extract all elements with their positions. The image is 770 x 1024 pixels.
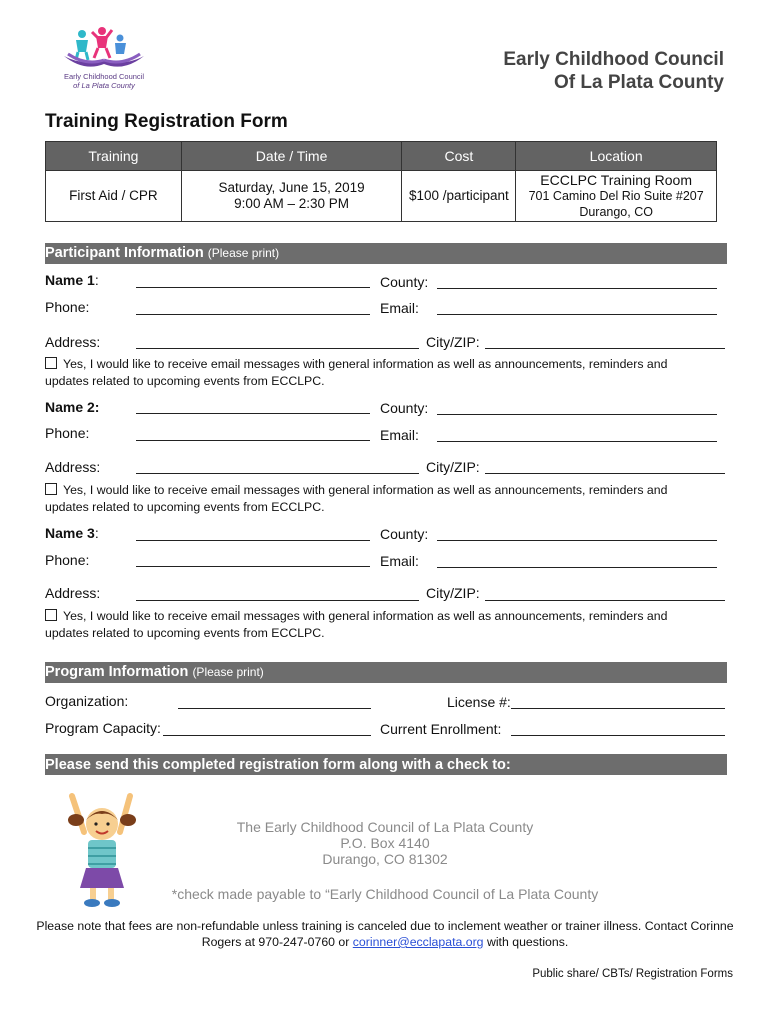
license-input[interactable]: [511, 708, 725, 709]
participant-3-cityzip-input[interactable]: [485, 600, 725, 601]
participant-2-address-label: Address:: [45, 459, 101, 475]
participant-1-consent-checkbox[interactable]: [45, 357, 57, 369]
participant-3-address-input[interactable]: [136, 600, 419, 601]
license-label: License #:: [447, 694, 511, 710]
participant-3-email-label: Email:: [380, 553, 419, 569]
participant-section-bar: [45, 243, 727, 264]
organization-logo: [54, 26, 154, 98]
participant-section-subtitle: (Please print): [207, 246, 280, 260]
contact-email-link[interactable]: corinner@ecclapata.org: [352, 935, 484, 949]
participant-2-consent-checkbox[interactable]: [45, 483, 57, 495]
program-section-subtitle: (Please print): [192, 665, 264, 679]
child-illustration: [62, 790, 142, 910]
program-section-bar: [45, 662, 727, 683]
participant-1-email-label: Email:: [380, 300, 419, 316]
participant-1-county-input[interactable]: [437, 288, 717, 289]
participant-3-phone-input[interactable]: [136, 566, 370, 567]
training-date-time: [181, 171, 402, 222]
header-training: Training: [46, 142, 182, 171]
participant-2-name-label: Name 2:: [45, 399, 100, 415]
participant-3-email-input[interactable]: [437, 567, 717, 568]
participant-2-email-input[interactable]: [437, 441, 717, 442]
participant-2-phone-label: Phone:: [45, 425, 90, 441]
training-cost: $100 /participant: [402, 171, 516, 222]
participant-3-cityzip-label: City/ZIP:: [426, 585, 480, 601]
participant-2-name-input[interactable]: [136, 413, 370, 414]
participant-1-email-input[interactable]: [437, 314, 717, 315]
organization-title-line-1: Early Childhood Council: [503, 49, 724, 70]
mailing-instructions-bar: [45, 754, 727, 775]
location-address: 701 Camino Del Rio Suite #207: [528, 189, 704, 203]
participant-2-consent-text: Yes, I would like to receive email messages with general information as well as announcements, reminders and updates related to upcoming events from ECCLPC.: [45, 483, 668, 514]
participant-1-address-input[interactable]: [136, 348, 419, 349]
participant-1-county-label: County:: [380, 274, 429, 290]
participant-3-county-label: County:: [380, 526, 429, 542]
header-date-time: Date / Time: [181, 142, 402, 171]
participant-2-county-input[interactable]: [437, 414, 717, 415]
refund-policy-note: [24, 918, 746, 950]
participant-2-county-label: County:: [380, 400, 429, 416]
current-enrollment-input[interactable]: [511, 735, 725, 736]
participant-1-consent: [45, 356, 705, 390]
program-capacity-input[interactable]: [163, 735, 371, 736]
current-enrollment-label: Current Enrollment:: [380, 721, 502, 737]
participant-1-cityzip-label: City/ZIP:: [426, 334, 480, 350]
participant-3-consent-text: Yes, I would like to receive email messages with general information as well as announcements, reminders and updates related to upcoming events from ECCLPC.: [45, 609, 668, 640]
participant-section-title: Participant Information: [45, 245, 204, 261]
participant-3-name-label: Name 3:: [45, 525, 99, 541]
location-city: Durango, CO: [579, 205, 653, 219]
check-payable-note: *check made payable to “Early Childhood Council of La Plata County: [171, 886, 599, 902]
mailing-address-line-2: P.O. Box 4140: [340, 835, 430, 851]
participant-3-address-label: Address:: [45, 585, 101, 601]
training-details-table: [45, 141, 717, 222]
participant-3-name-input[interactable]: [136, 540, 370, 541]
participant-1-address-label: Address:: [45, 334, 101, 350]
participant-1-cityzip-input[interactable]: [485, 348, 725, 349]
participant-2-cityzip-label: City/ZIP:: [426, 459, 480, 475]
participant-1-name-label: Name 1:: [45, 272, 99, 288]
organization-input[interactable]: [178, 708, 371, 709]
form-title: Training Registration Form: [45, 111, 288, 132]
logo-text-line-2: of La Plata County: [73, 81, 135, 90]
participant-1-phone-input[interactable]: [136, 314, 370, 315]
header-cost: Cost: [402, 142, 516, 171]
mailing-instructions-text: Please send this completed registration form along with a check to:: [45, 757, 511, 773]
participant-1-consent-text: Yes, I would like to receive email messages with general information as well as announcements, reminders and updates related to upcoming events from ECCLPC.: [45, 357, 668, 388]
logo-text-line-1: Early Childhood Council: [63, 72, 145, 81]
training-location: [516, 171, 717, 222]
child-cheering-icon: [62, 790, 142, 910]
mailing-address-line-1: The Early Childhood Council of La Plata County: [236, 819, 534, 835]
location-name: ECCLPC Training Room: [540, 172, 693, 188]
organization-label: Organization:: [45, 693, 129, 709]
participant-3-phone-label: Phone:: [45, 552, 90, 568]
participant-2-address-input[interactable]: [136, 473, 419, 474]
participant-1-name-input[interactable]: [136, 287, 370, 288]
mailing-address: [170, 819, 600, 867]
participant-1-phone-label: Phone:: [45, 299, 90, 315]
participant-2-phone-input[interactable]: [136, 440, 370, 441]
participant-2-consent: [45, 482, 705, 516]
table-row: [46, 171, 717, 222]
refund-policy-line-2: Rogers at 970-247-0760 or corinner@ecclapata.org with questions.: [201, 935, 569, 949]
organization-title: [503, 48, 724, 94]
program-capacity-label: Program Capacity:: [45, 720, 161, 736]
table-header-row: [46, 142, 717, 171]
footer-path: Public share/ CBTs/ Registration Forms: [532, 968, 733, 980]
training-name: First Aid / CPR: [46, 171, 182, 222]
participant-3-county-input[interactable]: [437, 540, 717, 541]
training-time: 9:00 AM – 2:30 PM: [234, 196, 349, 211]
mailing-address-line-3: Durango, CO 81302: [322, 851, 448, 867]
program-section-title: Program Information: [45, 664, 189, 680]
participant-2-email-label: Email:: [380, 427, 419, 443]
participant-3-consent: [45, 608, 705, 642]
training-date: Saturday, June 15, 2019: [218, 180, 365, 195]
participant-2-cityzip-input[interactable]: [485, 473, 725, 474]
organization-title-line-2: Of La Plata County: [554, 72, 724, 93]
header-location: Location: [516, 142, 717, 171]
children-hands-logo-icon: [54, 26, 154, 72]
participant-3-consent-checkbox[interactable]: [45, 609, 57, 621]
refund-policy-line-1: Please note that fees are non-refundable unless training is canceled due to inclement weather or trainer illness. Contact Corinne: [36, 919, 734, 933]
